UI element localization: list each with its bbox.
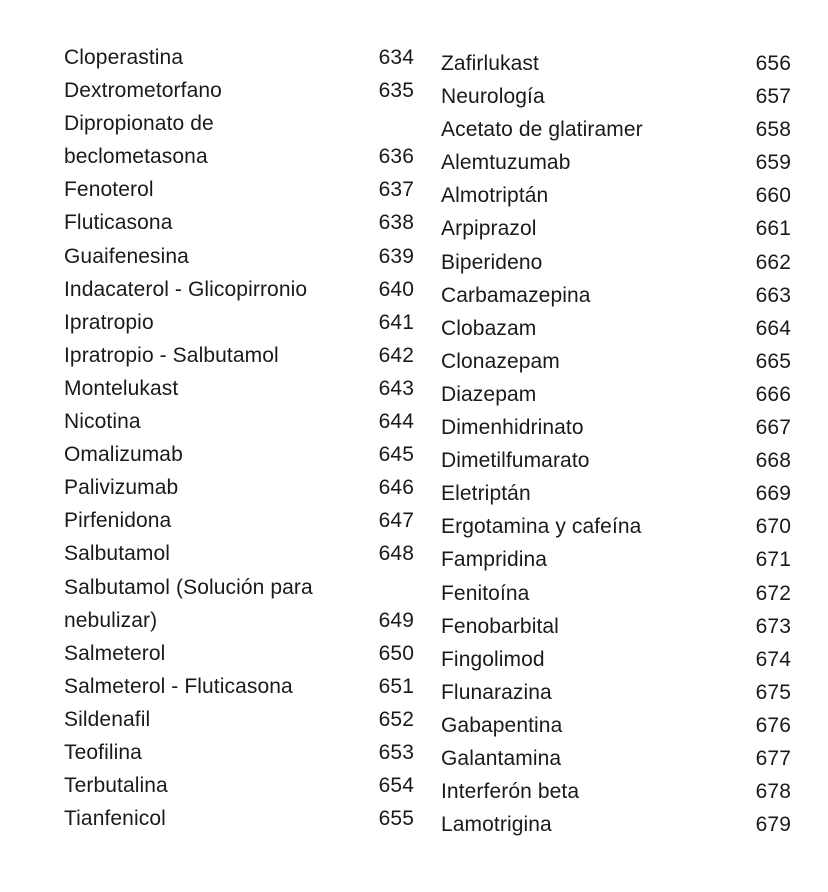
entry-page-number: 653 [378, 740, 414, 764]
entry-name: Flunarazina [441, 680, 552, 704]
entry-page-number: 649 [378, 608, 414, 632]
index-entry [64, 703, 416, 736]
index-entry [64, 306, 416, 339]
entry-page-number: 638 [378, 211, 414, 235]
index-entry [441, 742, 793, 775]
entry-page-number: 678 [755, 780, 791, 804]
entry-page-number: 651 [378, 674, 414, 698]
entry-name: Teofilina [64, 740, 142, 764]
index-entry [64, 240, 416, 273]
entry-name: Almotriptán [441, 184, 549, 208]
entry-name: Palivizumab [64, 476, 179, 500]
index-entry [441, 146, 793, 179]
entry-page-number: 643 [378, 376, 414, 400]
entry-page-number: 660 [755, 184, 791, 208]
index-entry [64, 736, 416, 769]
index-entry [441, 577, 793, 610]
index-entry [64, 206, 416, 239]
index-entry [64, 107, 416, 173]
entry-name: Terbutalina [64, 774, 168, 798]
index-entry [64, 571, 416, 637]
entry-page-number: 640 [378, 277, 414, 301]
entry-page-number: 659 [755, 151, 791, 175]
entry-name: Omalizumab [64, 443, 183, 467]
entry-page-number: 639 [378, 244, 414, 268]
index-entry [441, 212, 793, 245]
entry-name: Clobazam [441, 316, 537, 340]
entry-page-number: 677 [755, 746, 791, 770]
entry-page-number: 658 [755, 118, 791, 142]
index-entry [441, 610, 793, 643]
index-entry [64, 74, 416, 107]
entry-name: Guaifenesina [64, 244, 189, 268]
entry-page-number: 634 [378, 46, 414, 69]
entry-name: Salbutamol [64, 542, 171, 566]
entry-page-number: 675 [755, 680, 791, 704]
index-entry [441, 676, 793, 709]
entry-page-number: 646 [378, 476, 414, 500]
index-entry [64, 438, 416, 471]
entry-name: Sildenafil [64, 707, 151, 731]
index-entry [441, 477, 793, 510]
entry-name: Fenoterol [64, 178, 154, 202]
entry-name: Dipropionato de [64, 112, 214, 136]
index-entry [441, 246, 793, 279]
entry-name: Arpiprazol [441, 217, 537, 241]
entry-page-number: 668 [755, 449, 791, 473]
entry-page-number: 672 [755, 581, 791, 605]
entry-name: Diazepam [441, 382, 537, 406]
index-entry [64, 471, 416, 504]
entry-page-number: 637 [378, 178, 414, 202]
entry-page-number: 642 [378, 343, 414, 367]
index-entry [64, 637, 416, 670]
entry-name: Clonazepam [441, 349, 560, 373]
index-entry [64, 339, 416, 372]
entry-name: Carbamazepina [441, 283, 591, 307]
entry-name: Ergotamina y cafeína [441, 515, 642, 539]
index-entry [64, 769, 416, 802]
entry-name: Zafirlukast [441, 52, 539, 75]
index-entry [64, 41, 416, 74]
entry-page-number: 671 [755, 548, 791, 572]
index-entry [441, 113, 793, 146]
entry-page-number: 636 [378, 145, 414, 169]
entry-name: Cloperastina [64, 46, 184, 69]
entry-name: Salbutamol (Solución para [64, 575, 313, 599]
entry-name: Fenobarbital [441, 614, 559, 638]
entry-name: Fampridina [441, 548, 548, 572]
entry-page-number: 669 [755, 482, 791, 506]
index-entry [441, 444, 793, 477]
index-entry [441, 775, 793, 808]
entry-page-number: 644 [378, 410, 414, 434]
index-entry [64, 273, 416, 306]
index-entry [64, 670, 416, 703]
index-entry [441, 378, 793, 411]
entry-page-number: 645 [378, 443, 414, 467]
index-entry [441, 345, 793, 378]
entry-page-number: 654 [378, 774, 414, 798]
index-entry [64, 802, 416, 835]
index-entry [441, 47, 793, 80]
entry-page-number: 650 [378, 641, 414, 665]
entry-name: Nicotina [64, 410, 141, 434]
index-entry [441, 179, 793, 212]
entry-name: Biperideno [441, 250, 543, 274]
entry-name: Ipratropio - Salbutamol [64, 343, 279, 367]
entry-page-number: 641 [378, 310, 414, 334]
entry-page-number: 647 [378, 509, 414, 533]
entry-name: Salmeterol [64, 641, 166, 665]
entry-name: Indacaterol - Glicopirronio [64, 277, 308, 301]
index-entry [441, 411, 793, 444]
entry-page-number: 665 [755, 349, 791, 373]
entry-page-number: 652 [378, 707, 414, 731]
entry-name: Dextrometorfano [64, 79, 222, 103]
entry-name: Fenitoína [441, 581, 530, 605]
entry-name-continuation: beclometasona [64, 145, 208, 169]
entry-name: Dimenhidrinato [441, 416, 584, 440]
index-entry [441, 643, 793, 676]
entry-name: Montelukast [64, 376, 179, 400]
entry-name: Neurología [441, 85, 545, 109]
entry-page-number: 657 [755, 85, 791, 109]
entry-name: Eletriptán [441, 482, 531, 506]
entry-page-number: 662 [755, 250, 791, 274]
index-entry [441, 543, 793, 576]
entry-page-number: 670 [755, 515, 791, 539]
entry-name: Interferón beta [441, 780, 580, 804]
entry-page-number: 663 [755, 283, 791, 307]
entry-name: Acetato de glatiramer [441, 118, 643, 142]
entry-name: Galantamina [441, 746, 562, 770]
entry-page-number: 661 [755, 217, 791, 241]
index-entry [64, 173, 416, 206]
entry-name: Gabapentina [441, 713, 563, 737]
entry-name: Dimetilfumarato [441, 449, 590, 473]
index-entry [441, 312, 793, 345]
index-entry [64, 405, 416, 438]
index-entry [64, 537, 416, 570]
index-entry [441, 80, 793, 113]
entry-page-number: 673 [755, 614, 791, 638]
entry-page-number: 635 [378, 79, 414, 103]
entry-name: Alemtuzumab [441, 151, 571, 175]
entry-page-number: 648 [378, 542, 414, 566]
index-entry [441, 279, 793, 312]
entry-name: Fingolimod [441, 647, 545, 671]
entry-name: Lamotrigina [441, 813, 552, 837]
entry-name: Tianfenicol [64, 807, 166, 831]
entry-page-number: 679 [755, 813, 791, 837]
entry-page-number: 655 [378, 807, 414, 831]
entry-page-number: 664 [755, 316, 791, 340]
entry-page-number: 666 [755, 382, 791, 406]
entry-name: Pirfenidona [64, 509, 172, 533]
entry-page-number: 667 [755, 416, 791, 440]
entry-page-number: 656 [755, 52, 791, 75]
entry-name: Salmeterol - Fluticasona [64, 674, 293, 698]
index-entry [64, 504, 416, 537]
entry-name: Fluticasona [64, 211, 173, 235]
entry-page-number: 676 [755, 713, 791, 737]
index-entry [64, 372, 416, 405]
index-entry [441, 510, 793, 543]
index-column-right [441, 47, 793, 841]
entry-name-continuation: nebulizar) [64, 608, 158, 632]
index-column-left [64, 41, 416, 835]
index-entry [441, 808, 793, 841]
entry-page-number: 674 [755, 647, 791, 671]
entry-name: Ipratropio [64, 310, 154, 334]
index-entry [441, 709, 793, 742]
